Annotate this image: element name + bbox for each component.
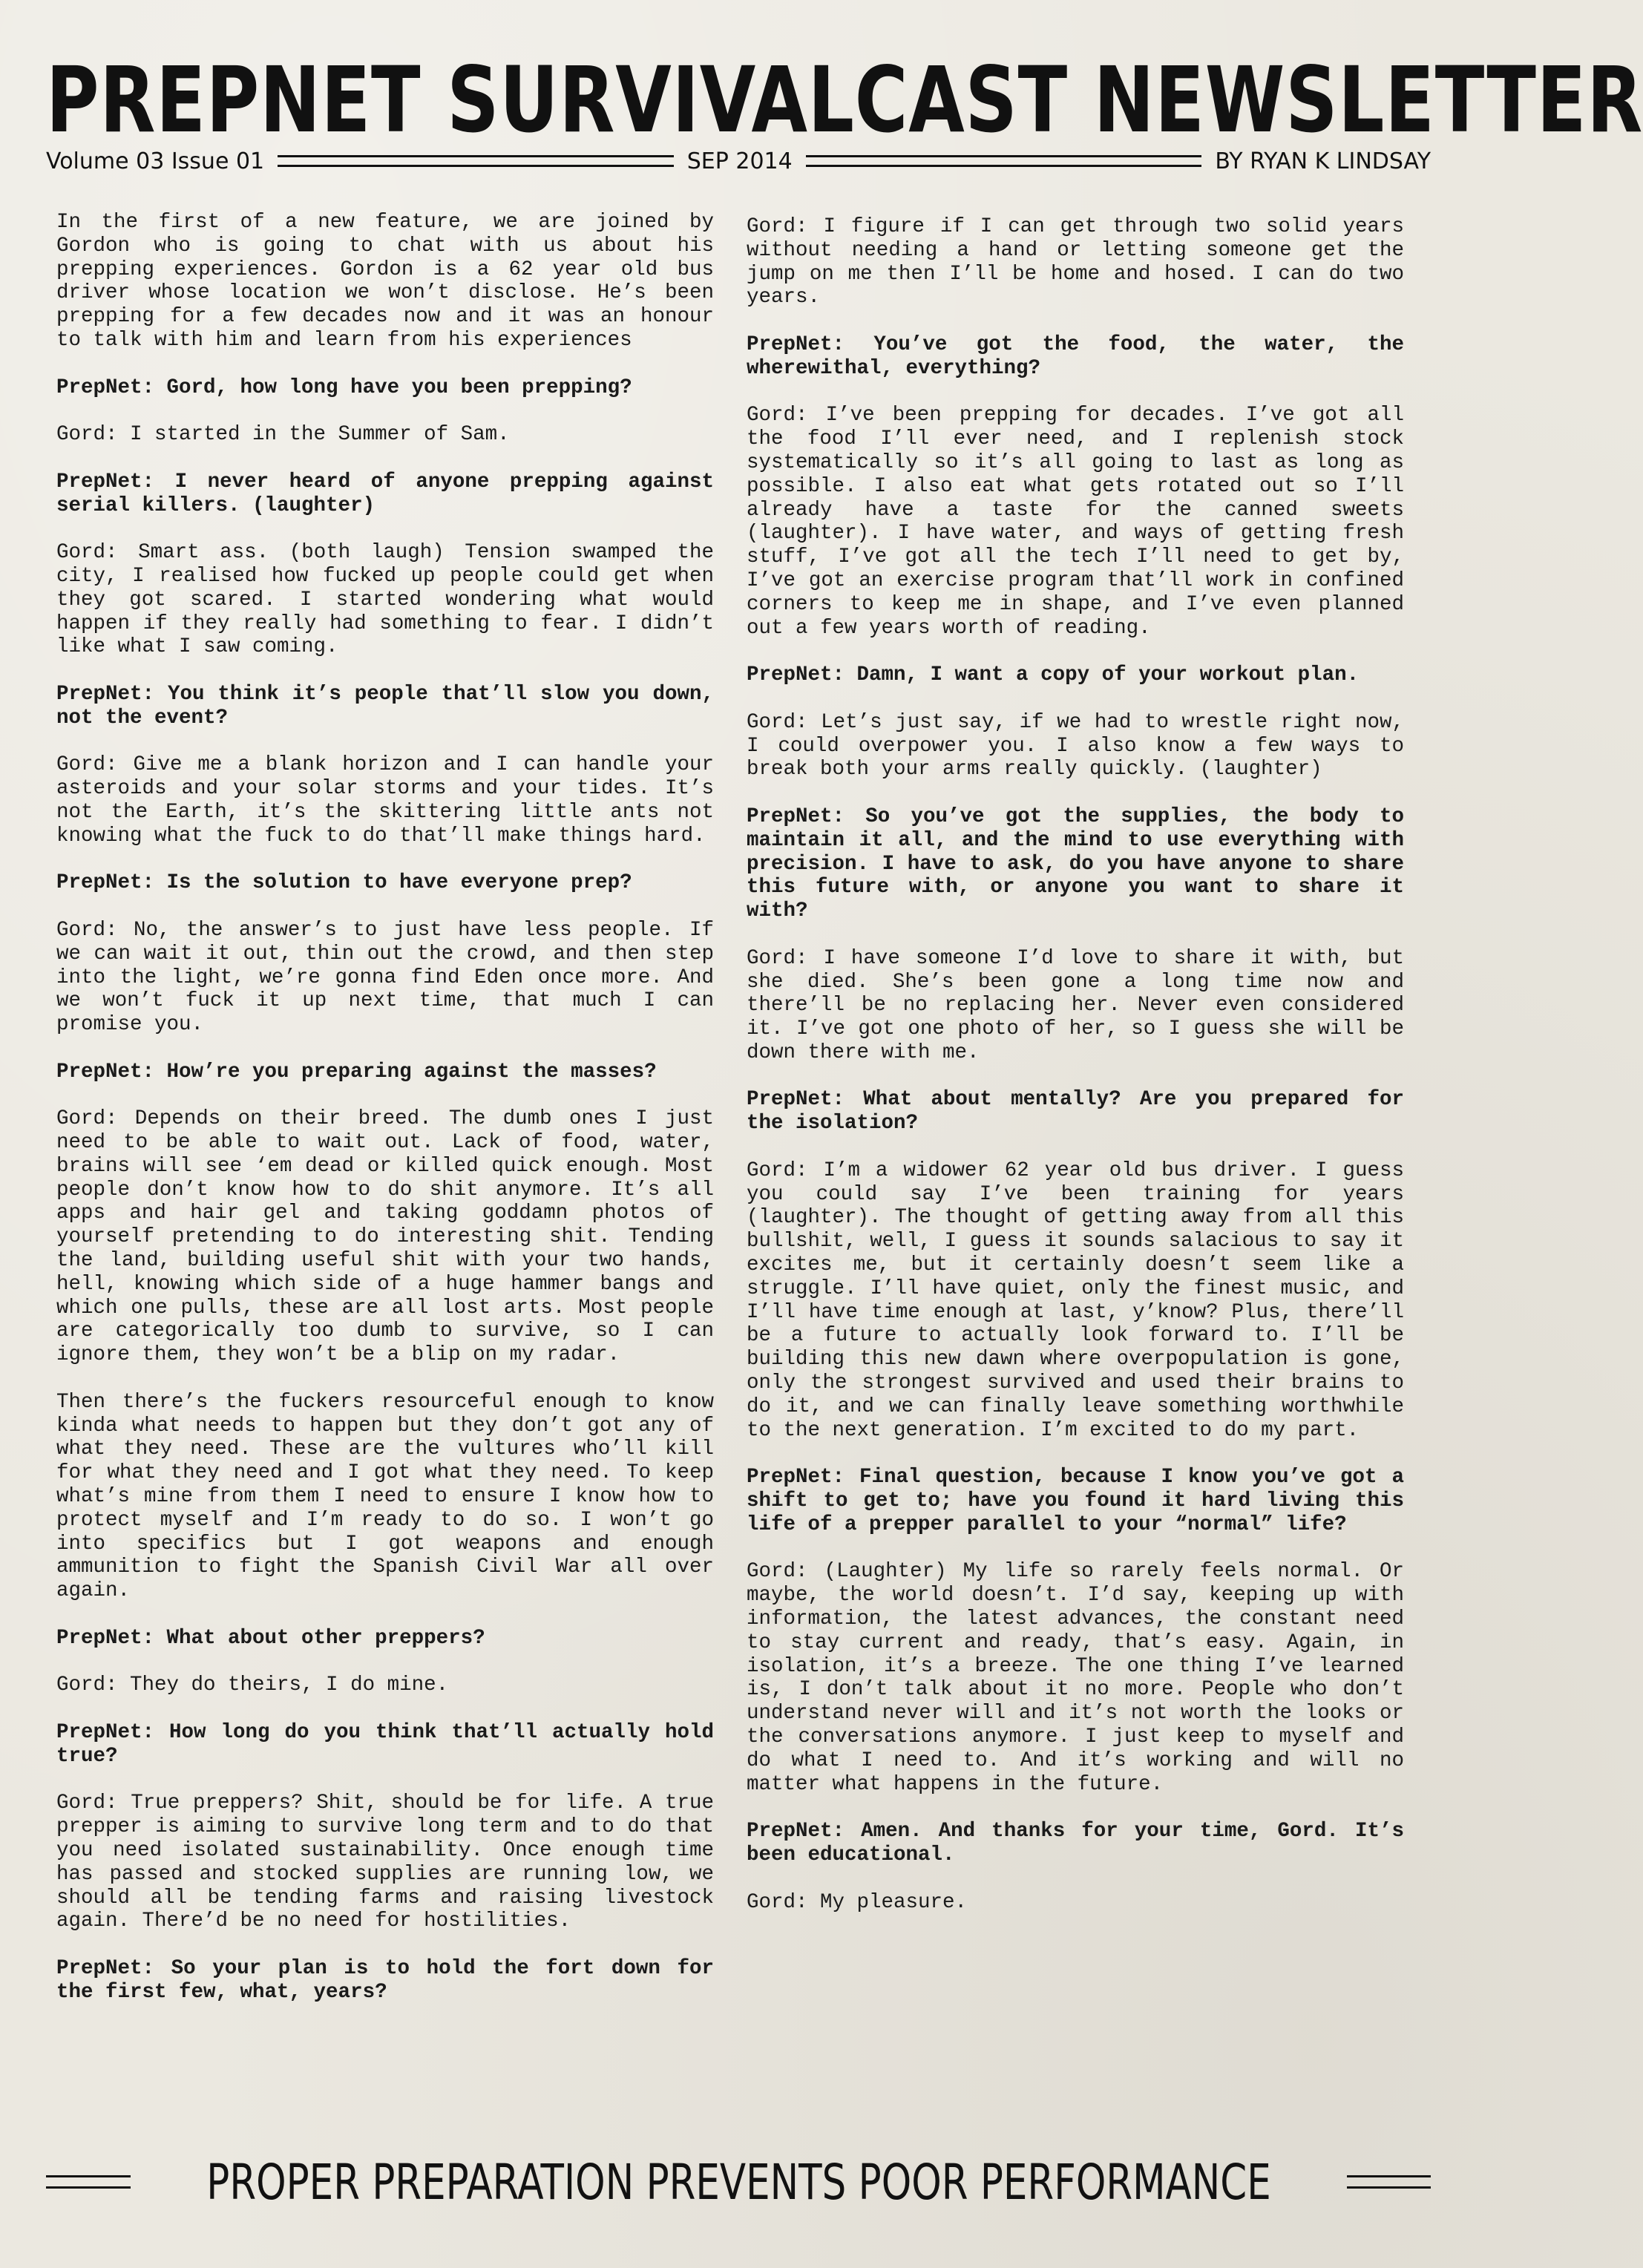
interview-question: PrepNet: What about other preppers?: [56, 1626, 485, 1650]
interview-answer: Gord: Give me a blank horizon and I can handle your asteroids and your solar storms and your tides. It’s not the Earth, it’s the skittering little ants not knowing what the fuck to do that’ll make things hard.: [56, 753, 714, 848]
interview-question: PrepNet: You’ve got the food, the water, the wherewithal, everything?: [747, 332, 1404, 380]
interview-question: PrepNet: So your plan is to hold the fort down for the first few, what, years?: [56, 1956, 714, 2004]
interview-answer: Gord: I started in the Summer of Sam.: [56, 423, 510, 447]
interview-question: PrepNet: Is the solution to have everyone prep?: [56, 871, 632, 895]
issue-info-bar: [46, 145, 1431, 177]
interview-question: PrepNet: Final question, because I know you’ve got a shift to get to; have you found it hard living this life of a prepper parallel to your “normal” life?: [747, 1466, 1404, 1536]
footer-banner: [46, 2152, 1431, 2212]
interview-answer: Then there’s the fuckers resourceful enough to know kinda what needs to happen but they don’t got any of what they need. These are the vultures who’ll kill for what they need and I got what they need. To keep what’s mine from them I need to ensure I know how to protect myself and I’m ready to do so. I won’t go into specifics but I got weapons and enough ammunition to fight the Spanish Civil War all over again.: [56, 1390, 714, 1603]
interview-question: PrepNet: How long do you think that’ll actually hold true?: [56, 1721, 714, 1768]
interview-answer: Gord: True preppers? Shit, should be for life. A true prepper is aiming to survive long term and to do that you need isolated sustainability. Once enough time has passed and stocked supplies are running low, we should all be tending farms and raising livestock again. There’d be no need for hostilities.: [56, 1792, 714, 1933]
issue-volume: Volume 03 Issue 01: [46, 148, 265, 174]
interview-question: PrepNet: You think it’s people that’ll slow you down, not the event?: [56, 682, 714, 730]
interview-question: PrepNet: So you’ve got the supplies, the body to maintain it all, and the mind to use everything with precision. I have to ask, do you have anyone to share this future with, or anyone you want to share it with?: [747, 804, 1404, 923]
interview-question: PrepNet: Gord, how long have you been prepping?: [56, 376, 632, 399]
footer-slogan: PROPER PREPARATION PREVENTS POOR PERFORMANCE: [206, 2153, 1271, 2211]
interview-answer: Gord: Let’s just say, if we had to wrestle right now, I could overpower you. I also know a few ways to break both your arms really quickly. (laughter): [747, 710, 1404, 781]
divider-rule: [1347, 2175, 1432, 2189]
interview-answer: Gord: Smart ass. (both laugh) Tension swamped the city, I realised how fucked up people could get when they got scared. I started wondering what would happen if they really had something to fear. I didn’t like what I saw coming.: [56, 541, 714, 659]
newsletter-title: PREPNET SURVIVALCAST NEWSLETTER: [46, 47, 1643, 153]
divider-rule: [46, 2175, 131, 2189]
interview-answer: Gord: I’m a widower 62 year old bus driver. I guess you could say I’ve been training for years (laughter). The thought of getting away from all this bullshit, well, I guess it sounds salacious to say it excites me, but it certainly doesn’t seem like a struggle. I’ll have quiet, only the finest music, and I’ll have time enough at last, y’know? Plus, there’ll be a future to actually look forward to. I’ll be building this new dawn where overpopulation is gone, only the strongest survived and used their brains to do it, and we can finally leave something worthwhile to the next generation. I’m excited to do my part.: [747, 1158, 1404, 1442]
interview-question: PrepNet: Damn, I want a copy of your workout plan.: [747, 663, 1360, 687]
interview-answer: Gord: Depends on their breed. The dumb ones I just need to be able to wait out. Lack of food, water, brains will see ‘em dead or killed quick enough. Most people don’t know how to do shit anymore. It’s all apps and hair gel and taking goddamn photos of yourself pretending to do interesting shit. Tending the land, building useful shit with your two hands, hell, knowing which side of a huge hammer bangs and which one pulls, these are all lost arts. Most people are categorically too dumb to survive, so I can ignore them, they won’t be a blip on my radar.: [56, 1107, 714, 1367]
issue-byline: BY RYAN K LINDSAY: [1215, 148, 1432, 174]
issue-date: SEP 2014: [686, 148, 793, 174]
article-column-left: [56, 211, 714, 2028]
interview-answer: Gord: My pleasure.: [747, 1890, 968, 1914]
article-column-right: [747, 215, 1404, 1938]
interview-question: PrepNet: How’re you preparing against the masses?: [56, 1060, 657, 1084]
interview-question: PrepNet: Amen. And thanks for your time, Gord. It’s been educational.: [747, 1820, 1404, 1866]
interview-answer: Gord: I have someone I’d love to share it with, but she died. She’s been gone a long time now and there’ll be no replacing her. Never even considered it. I’ve got one photo of her, so I guess she will be down there with me.: [747, 946, 1404, 1064]
interview-question: PrepNet: I never heard of anyone prepping against serial killers. (laughter): [56, 470, 714, 517]
interview-answer: Gord: They do theirs, I do mine.: [56, 1674, 449, 1697]
interview-question: PrepNet: What about mentally? Are you prepared for the isolation?: [747, 1088, 1404, 1135]
interview-answer: Gord: (Laughter) My life so rarely feels normal. Or maybe, the world doesn’t. I’d say, keeping up with information, the latest advances, the constant need to stay current and ready, that’s easy. Again, in isolation, it’s a breeze. The one thing I’ve learned is, I don’t talk about it no more. People who don’t understand never will and it’s not worth the looks or the conversations anymore. I just keep to myself and do what I need to. And it’s working and will no matter what happens in the future.: [747, 1560, 1404, 1796]
divider-rule: [806, 155, 1202, 167]
interview-answer: Gord: I’ve been prepping for decades. I’ve got all the food I’ll ever need, and I replenish stock systematically so it’s all going to last as long as possible. I also eat what gets rotated out so I’ll already have a taste for the canned sweets (laughter). I have water, and ways of getting fresh stuff, I’ve got all the tech I’ll need to get by, I’ve got an exercise program that’ll work in confined corners to keep me in shape, and I’ve even planned out a few years worth of reading.: [747, 404, 1404, 640]
divider-rule: [278, 155, 674, 167]
interview-answer: Gord: No, the answer’s to just have less people. If we can wait it out, thin out the crowd, and then step into the light, we’re gonna find Eden once more. And we won’t fuck it up next time, that much I can promise you.: [56, 918, 714, 1037]
interview-answer: Gord: I figure if I can get through two solid years without needing a hand or letting someone get the jump on me then I’ll be home and hosed. I can do two years.: [747, 215, 1404, 309]
interview-answer: In the first of a new feature, we are joined by Gordon who is going to chat with us about his prepping experiences. Gordon is a 62 year old bus driver whose location we won’t disclose. He’s been prepping for a few decades now and it was an honour to talk with him and learn from his experiences: [56, 211, 714, 352]
